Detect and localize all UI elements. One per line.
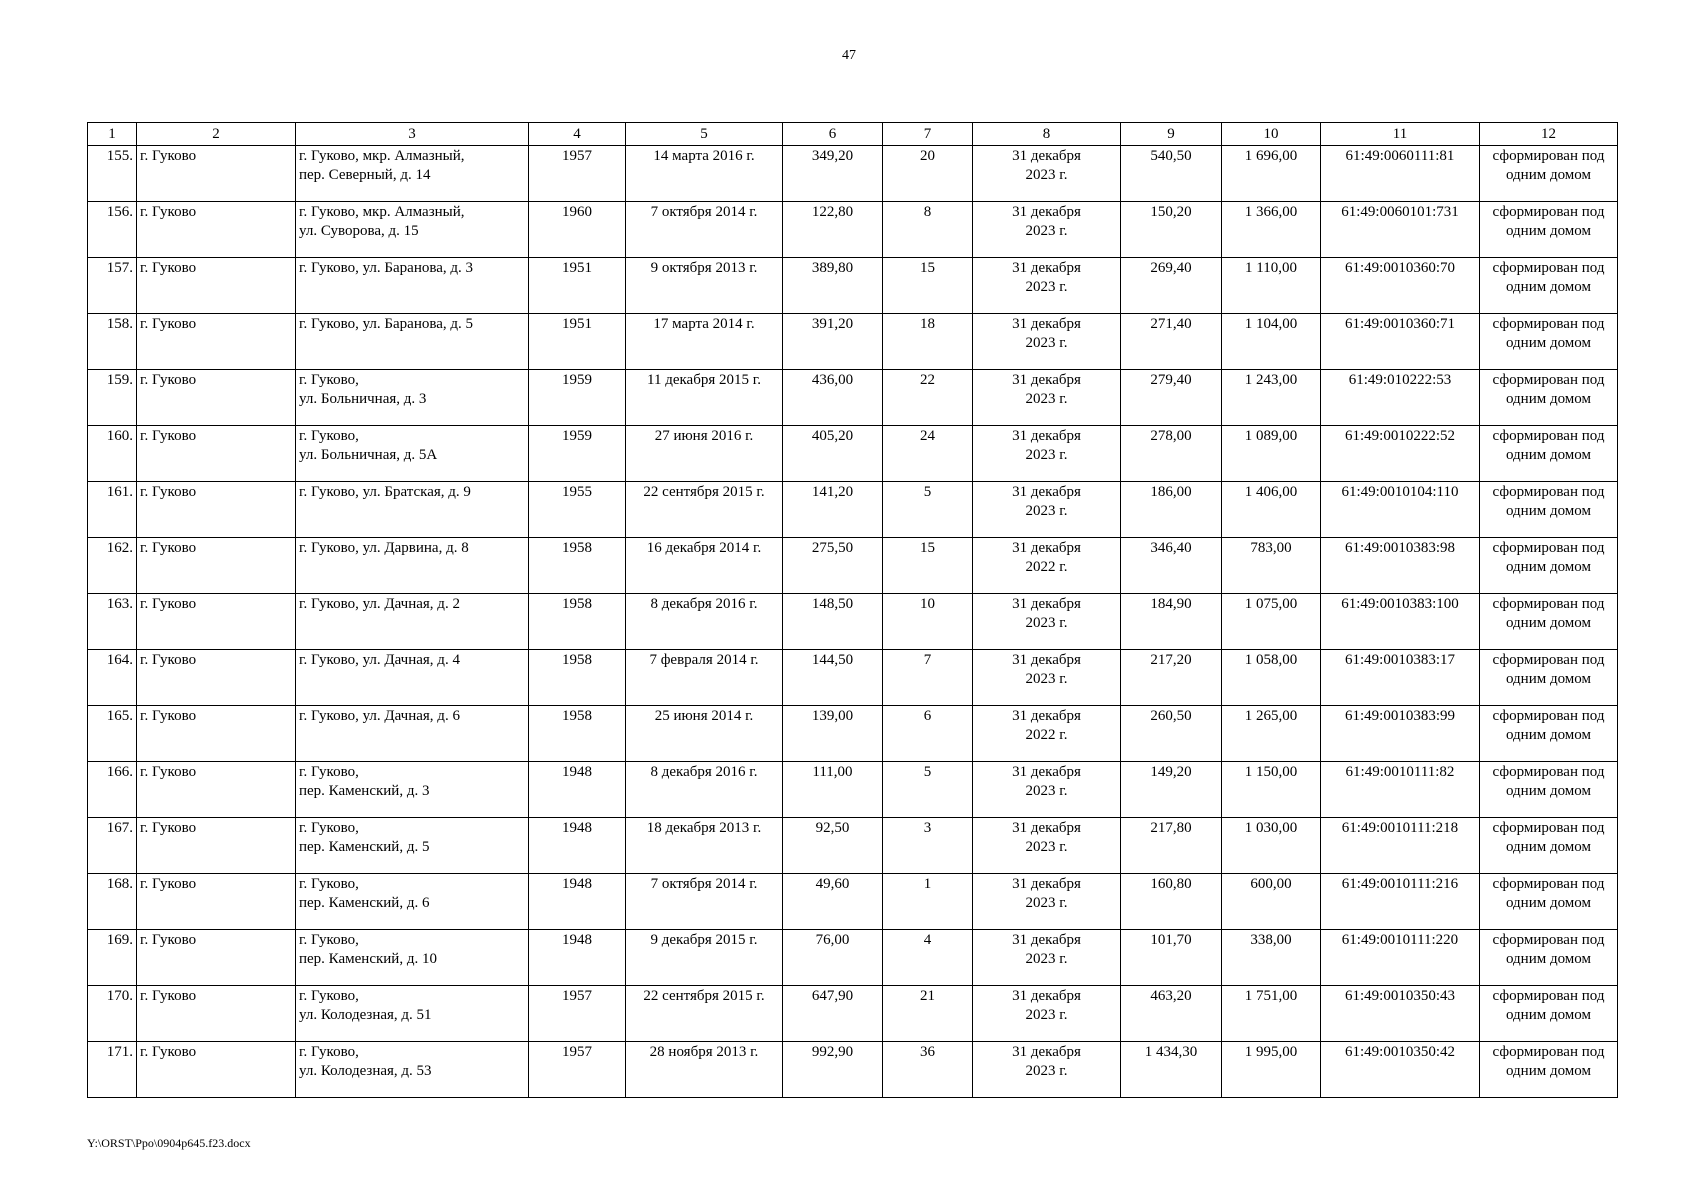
status-cell: сформирован под одним домом: [1480, 650, 1618, 706]
column-header: 7: [883, 123, 973, 146]
cadastral-number-cell: 61:49:0060111:81: [1321, 146, 1480, 202]
address-line-2: пер. Каменский, д. 5: [299, 839, 430, 855]
value-6-cell: 275,50: [783, 538, 883, 594]
year-cell: 1951: [529, 258, 626, 314]
deadline-line-1: 31 декабря: [1012, 876, 1081, 892]
value-9-cell: 1 434,30: [1121, 1042, 1222, 1098]
deadline-cell: [973, 930, 1121, 986]
table-row: [88, 762, 1618, 818]
cadastral-number-cell: 61:49:0010350:42: [1321, 1042, 1480, 1098]
address-line-1: г. Гуково, ул. Баранова, д. 5: [299, 316, 474, 332]
address-line-1: г. Гуково, ул. Дачная, д. 2: [299, 596, 460, 612]
value-7-cell: 7: [883, 650, 973, 706]
column-header: 2: [137, 123, 296, 146]
value-10-cell: 1 150,00: [1222, 762, 1321, 818]
address-line-1: г. Гуково, ул. Дачная, д. 6: [299, 708, 460, 724]
cadastral-number-cell: 61:49:0010111:216: [1321, 874, 1480, 930]
date-cell: 22 сентября 2015 г.: [626, 482, 783, 538]
deadline-cell: [973, 538, 1121, 594]
date-cell: 9 октября 2013 г.: [626, 258, 783, 314]
status-cell: сформирован под одним домом: [1480, 930, 1618, 986]
date-cell: 7 октября 2014 г.: [626, 874, 783, 930]
column-header: 6: [783, 123, 883, 146]
column-header: 5: [626, 123, 783, 146]
value-7-cell: 5: [883, 482, 973, 538]
address-line-1: г. Гуково,: [299, 988, 359, 1004]
date-cell: 25 июня 2014 г.: [626, 706, 783, 762]
status-cell: сформирован под одним домом: [1480, 482, 1618, 538]
value-10-cell: 1 058,00: [1222, 650, 1321, 706]
town-cell: г. Гуково: [137, 314, 296, 370]
deadline-line-2: 2023 г.: [1025, 951, 1068, 967]
year-cell: 1948: [529, 874, 626, 930]
date-cell: 7 февраля 2014 г.: [626, 650, 783, 706]
town-cell: г. Гуково: [137, 874, 296, 930]
year-cell: 1958: [529, 538, 626, 594]
value-9-cell: 150,20: [1121, 202, 1222, 258]
table-row: [88, 538, 1618, 594]
deadline-line-1: 31 декабря: [1012, 988, 1081, 1004]
value-6-cell: 76,00: [783, 930, 883, 986]
status-cell: сформирован под одним домом: [1480, 818, 1618, 874]
cadastral-number-cell: 61:49:0010360:71: [1321, 314, 1480, 370]
town-cell: г. Гуково: [137, 986, 296, 1042]
column-header: 3: [296, 123, 529, 146]
row-number-cell: 159.: [88, 370, 137, 426]
address-cell: [296, 1042, 529, 1098]
address-line-2: ул. Суворова, д. 15: [299, 223, 419, 239]
deadline-line-1: 31 декабря: [1012, 260, 1081, 276]
deadline-line-2: 2023 г.: [1025, 839, 1068, 855]
address-line-1: г. Гуково,: [299, 428, 359, 444]
value-10-cell: 1 995,00: [1222, 1042, 1321, 1098]
deadline-cell: [973, 874, 1121, 930]
table-row: [88, 986, 1618, 1042]
status-cell: сформирован под одним домом: [1480, 762, 1618, 818]
deadline-line-1: 31 декабря: [1012, 764, 1081, 780]
value-9-cell: 217,20: [1121, 650, 1222, 706]
value-10-cell: 1 696,00: [1222, 146, 1321, 202]
table-row: [88, 706, 1618, 762]
year-cell: 1955: [529, 482, 626, 538]
deadline-line-1: 31 декабря: [1012, 820, 1081, 836]
status-cell: сформирован под одним домом: [1480, 314, 1618, 370]
column-header: 4: [529, 123, 626, 146]
value-6-cell: 144,50: [783, 650, 883, 706]
value-10-cell: 600,00: [1222, 874, 1321, 930]
address-line-2: ул. Больничная, д. 5А: [299, 447, 438, 463]
value-9-cell: 260,50: [1121, 706, 1222, 762]
date-cell: 9 декабря 2015 г.: [626, 930, 783, 986]
town-cell: г. Гуково: [137, 426, 296, 482]
value-6-cell: 391,20: [783, 314, 883, 370]
deadline-line-1: 31 декабря: [1012, 652, 1081, 668]
deadline-line-1: 31 декабря: [1012, 372, 1081, 388]
address-cell: [296, 314, 529, 370]
address-line-1: г. Гуково, ул. Баранова, д. 3: [299, 260, 474, 276]
deadline-cell: [973, 370, 1121, 426]
deadline-line-2: 2023 г.: [1025, 279, 1068, 295]
deadline-line-2: 2023 г.: [1025, 447, 1068, 463]
value-6-cell: 405,20: [783, 426, 883, 482]
address-cell: [296, 930, 529, 986]
deadline-cell: [973, 986, 1121, 1042]
address-line-1: г. Гуково, ул. Дарвина, д. 8: [299, 540, 469, 556]
table-row: [88, 594, 1618, 650]
date-cell: 28 ноября 2013 г.: [626, 1042, 783, 1098]
cadastral-number-cell: 61:49:0010111:82: [1321, 762, 1480, 818]
cadastral-number-cell: 61:49:0010383:100: [1321, 594, 1480, 650]
value-7-cell: 8: [883, 202, 973, 258]
value-7-cell: 6: [883, 706, 973, 762]
deadline-line-2: 2023 г.: [1025, 335, 1068, 351]
deadline-line-1: 31 декабря: [1012, 316, 1081, 332]
value-9-cell: 269,40: [1121, 258, 1222, 314]
value-6-cell: 139,00: [783, 706, 883, 762]
value-6-cell: 389,80: [783, 258, 883, 314]
date-cell: 7 октября 2014 г.: [626, 202, 783, 258]
table-row: [88, 1042, 1618, 1098]
cadastral-number-cell: 61:49:010222:53: [1321, 370, 1480, 426]
address-line-1: г. Гуково,: [299, 820, 359, 836]
address-line-2: ул. Колодезная, д. 53: [299, 1063, 432, 1079]
year-cell: 1951: [529, 314, 626, 370]
value-9-cell: 160,80: [1121, 874, 1222, 930]
date-cell: 18 декабря 2013 г.: [626, 818, 783, 874]
deadline-cell: [973, 426, 1121, 482]
value-6-cell: 111,00: [783, 762, 883, 818]
row-number-cell: 166.: [88, 762, 137, 818]
row-number-cell: 165.: [88, 706, 137, 762]
deadline-line-2: 2023 г.: [1025, 503, 1068, 519]
value-10-cell: 1 366,00: [1222, 202, 1321, 258]
column-header: 1: [88, 123, 137, 146]
value-9-cell: 463,20: [1121, 986, 1222, 1042]
value-9-cell: 346,40: [1121, 538, 1222, 594]
address-line-1: г. Гуково,: [299, 932, 359, 948]
deadline-cell: [973, 146, 1121, 202]
table-row: [88, 426, 1618, 482]
cadastral-number-cell: 61:49:0010383:17: [1321, 650, 1480, 706]
value-6-cell: 349,20: [783, 146, 883, 202]
deadline-line-1: 31 декабря: [1012, 1044, 1081, 1060]
address-line-1: г. Гуково, мкр. Алмазный,: [299, 204, 465, 220]
town-cell: г. Гуково: [137, 706, 296, 762]
deadline-line-2: 2023 г.: [1025, 671, 1068, 687]
address-line-1: г. Гуково, мкр. Алмазный,: [299, 148, 465, 164]
table-row: [88, 370, 1618, 426]
town-cell: г. Гуково: [137, 594, 296, 650]
town-cell: г. Гуково: [137, 370, 296, 426]
year-cell: 1957: [529, 986, 626, 1042]
address-line-2: пер. Каменский, д. 6: [299, 895, 430, 911]
year-cell: 1959: [529, 370, 626, 426]
year-cell: 1960: [529, 202, 626, 258]
town-cell: г. Гуково: [137, 538, 296, 594]
housing-registry-table: [87, 122, 1618, 1098]
town-cell: г. Гуково: [137, 482, 296, 538]
value-6-cell: 49,60: [783, 874, 883, 930]
date-cell: 16 декабря 2014 г.: [626, 538, 783, 594]
deadline-line-2: 2023 г.: [1025, 223, 1068, 239]
cadastral-number-cell: 61:49:0010360:70: [1321, 258, 1480, 314]
deadline-cell: [973, 650, 1121, 706]
cadastral-number-cell: 61:49:0010383:98: [1321, 538, 1480, 594]
row-number-cell: 158.: [88, 314, 137, 370]
address-cell: [296, 706, 529, 762]
status-cell: сформирован под одним домом: [1480, 706, 1618, 762]
town-cell: г. Гуково: [137, 202, 296, 258]
column-header: 10: [1222, 123, 1321, 146]
value-7-cell: 3: [883, 818, 973, 874]
cadastral-number-cell: 61:49:0010111:220: [1321, 930, 1480, 986]
value-10-cell: 1 089,00: [1222, 426, 1321, 482]
value-9-cell: 101,70: [1121, 930, 1222, 986]
cadastral-number-cell: 61:49:0010222:52: [1321, 426, 1480, 482]
town-cell: г. Гуково: [137, 146, 296, 202]
file-path-footer: Y:\ORST\Ppo\0904p645.f23.docx: [87, 1136, 251, 1150]
address-line-2: ул. Колодезная, д. 51: [299, 1007, 432, 1023]
date-cell: 27 июня 2016 г.: [626, 426, 783, 482]
town-cell: г. Гуково: [137, 650, 296, 706]
address-cell: [296, 146, 529, 202]
row-number-cell: 169.: [88, 930, 137, 986]
value-6-cell: 141,20: [783, 482, 883, 538]
deadline-cell: [973, 1042, 1121, 1098]
row-number-cell: 163.: [88, 594, 137, 650]
town-cell: г. Гуково: [137, 258, 296, 314]
cadastral-number-cell: 61:49:0010104:110: [1321, 482, 1480, 538]
table-row: [88, 314, 1618, 370]
table-row: [88, 482, 1618, 538]
value-6-cell: 992,90: [783, 1042, 883, 1098]
row-number-cell: 170.: [88, 986, 137, 1042]
address-cell: [296, 482, 529, 538]
date-cell: 14 марта 2016 г.: [626, 146, 783, 202]
deadline-line-2: 2023 г.: [1025, 783, 1068, 799]
address-line-2: пер. Северный, д. 14: [299, 167, 431, 183]
value-10-cell: 1 751,00: [1222, 986, 1321, 1042]
value-10-cell: 338,00: [1222, 930, 1321, 986]
date-cell: 17 марта 2014 г.: [626, 314, 783, 370]
date-cell: 8 декабря 2016 г.: [626, 594, 783, 650]
deadline-line-2: 2023 г.: [1025, 167, 1068, 183]
value-7-cell: 22: [883, 370, 973, 426]
cadastral-number-cell: 61:49:0010111:218: [1321, 818, 1480, 874]
table-row: [88, 930, 1618, 986]
deadline-cell: [973, 706, 1121, 762]
deadline-cell: [973, 202, 1121, 258]
value-9-cell: 279,40: [1121, 370, 1222, 426]
deadline-line-1: 31 декабря: [1012, 484, 1081, 500]
date-cell: 11 декабря 2015 г.: [626, 370, 783, 426]
deadline-line-1: 31 декабря: [1012, 148, 1081, 164]
deadline-cell: [973, 762, 1121, 818]
status-cell: сформирован под одним домом: [1480, 874, 1618, 930]
deadline-line-2: 2023 г.: [1025, 895, 1068, 911]
address-line-1: г. Гуково,: [299, 764, 359, 780]
row-number-cell: 155.: [88, 146, 137, 202]
address-line-1: г. Гуково, ул. Братская, д. 9: [299, 484, 471, 500]
value-6-cell: 122,80: [783, 202, 883, 258]
row-number-cell: 161.: [88, 482, 137, 538]
value-9-cell: 184,90: [1121, 594, 1222, 650]
deadline-cell: [973, 314, 1121, 370]
value-6-cell: 92,50: [783, 818, 883, 874]
value-9-cell: 186,00: [1121, 482, 1222, 538]
deadline-line-1: 31 декабря: [1012, 596, 1081, 612]
value-9-cell: 540,50: [1121, 146, 1222, 202]
deadline-line-2: 2023 г.: [1025, 615, 1068, 631]
table-row: [88, 258, 1618, 314]
address-line-2: пер. Каменский, д. 3: [299, 783, 430, 799]
address-cell: [296, 986, 529, 1042]
year-cell: 1959: [529, 426, 626, 482]
column-header: 9: [1121, 123, 1222, 146]
value-9-cell: 149,20: [1121, 762, 1222, 818]
table-row: [88, 874, 1618, 930]
address-cell: [296, 538, 529, 594]
year-cell: 1958: [529, 650, 626, 706]
town-cell: г. Гуково: [137, 1042, 296, 1098]
table-header-row: [88, 123, 1618, 146]
address-line-2: пер. Каменский, д. 10: [299, 951, 437, 967]
deadline-cell: [973, 482, 1121, 538]
value-7-cell: 36: [883, 1042, 973, 1098]
deadline-line-1: 31 декабря: [1012, 708, 1081, 724]
address-cell: [296, 762, 529, 818]
address-cell: [296, 202, 529, 258]
page-number: 47: [842, 48, 856, 63]
year-cell: 1948: [529, 762, 626, 818]
value-7-cell: 18: [883, 314, 973, 370]
address-line-2: ул. Больничная, д. 3: [299, 391, 427, 407]
table-row: [88, 650, 1618, 706]
table-row: [88, 818, 1618, 874]
deadline-line-2: 2023 г.: [1025, 1063, 1068, 1079]
year-cell: 1948: [529, 818, 626, 874]
value-10-cell: 1 110,00: [1222, 258, 1321, 314]
address-line-1: г. Гуково,: [299, 876, 359, 892]
year-cell: 1948: [529, 930, 626, 986]
row-number-cell: 164.: [88, 650, 137, 706]
row-number-cell: 156.: [88, 202, 137, 258]
cadastral-number-cell: 61:49:0010350:43: [1321, 986, 1480, 1042]
deadline-line-1: 31 декабря: [1012, 540, 1081, 556]
address-cell: [296, 874, 529, 930]
value-6-cell: 436,00: [783, 370, 883, 426]
row-number-cell: 157.: [88, 258, 137, 314]
value-10-cell: 1 104,00: [1222, 314, 1321, 370]
town-cell: г. Гуково: [137, 930, 296, 986]
row-number-cell: 160.: [88, 426, 137, 482]
address-line-1: г. Гуково,: [299, 1044, 359, 1060]
town-cell: г. Гуково: [137, 818, 296, 874]
year-cell: 1957: [529, 1042, 626, 1098]
address-cell: [296, 258, 529, 314]
status-cell: сформирован под одним домом: [1480, 370, 1618, 426]
town-cell: г. Гуково: [137, 762, 296, 818]
address-line-1: г. Гуково, ул. Дачная, д. 4: [299, 652, 460, 668]
value-7-cell: 24: [883, 426, 973, 482]
status-cell: сформирован под одним домом: [1480, 538, 1618, 594]
status-cell: сформирован под одним домом: [1480, 1042, 1618, 1098]
deadline-cell: [973, 818, 1121, 874]
status-cell: сформирован под одним домом: [1480, 594, 1618, 650]
row-number-cell: 168.: [88, 874, 137, 930]
status-cell: сформирован под одним домом: [1480, 986, 1618, 1042]
value-10-cell: 1 243,00: [1222, 370, 1321, 426]
value-10-cell: 1 030,00: [1222, 818, 1321, 874]
value-6-cell: 647,90: [783, 986, 883, 1042]
address-cell: [296, 594, 529, 650]
value-9-cell: 217,80: [1121, 818, 1222, 874]
deadline-line-2: 2023 г.: [1025, 391, 1068, 407]
value-7-cell: 10: [883, 594, 973, 650]
value-7-cell: 5: [883, 762, 973, 818]
status-cell: сформирован под одним домом: [1480, 146, 1618, 202]
deadline-line-1: 31 декабря: [1012, 428, 1081, 444]
date-cell: 22 сентября 2015 г.: [626, 986, 783, 1042]
column-header: 12: [1480, 123, 1618, 146]
cadastral-number-cell: 61:49:0010383:99: [1321, 706, 1480, 762]
row-number-cell: 167.: [88, 818, 137, 874]
address-cell: [296, 818, 529, 874]
address-cell: [296, 426, 529, 482]
column-header: 11: [1321, 123, 1480, 146]
value-10-cell: 783,00: [1222, 538, 1321, 594]
date-cell: 8 декабря 2016 г.: [626, 762, 783, 818]
value-7-cell: 4: [883, 930, 973, 986]
value-10-cell: 1 075,00: [1222, 594, 1321, 650]
row-number-cell: 171.: [88, 1042, 137, 1098]
address-cell: [296, 370, 529, 426]
deadline-line-2: 2023 г.: [1025, 1007, 1068, 1023]
deadline-line-1: 31 декабря: [1012, 204, 1081, 220]
cadastral-number-cell: 61:49:0060101:731: [1321, 202, 1480, 258]
value-10-cell: 1 406,00: [1222, 482, 1321, 538]
column-header: 8: [973, 123, 1121, 146]
value-9-cell: 278,00: [1121, 426, 1222, 482]
address-line-1: г. Гуково,: [299, 372, 359, 388]
value-7-cell: 21: [883, 986, 973, 1042]
deadline-cell: [973, 594, 1121, 650]
status-cell: сформирован под одним домом: [1480, 258, 1618, 314]
value-7-cell: 20: [883, 146, 973, 202]
value-7-cell: 15: [883, 538, 973, 594]
deadline-line-1: 31 декабря: [1012, 932, 1081, 948]
value-7-cell: 15: [883, 258, 973, 314]
value-6-cell: 148,50: [783, 594, 883, 650]
table-row: [88, 146, 1618, 202]
deadline-line-2: 2022 г.: [1025, 727, 1068, 743]
deadline-cell: [973, 258, 1121, 314]
status-cell: сформирован под одним домом: [1480, 426, 1618, 482]
address-cell: [296, 650, 529, 706]
year-cell: 1958: [529, 706, 626, 762]
deadline-line-2: 2022 г.: [1025, 559, 1068, 575]
status-cell: сформирован под одним домом: [1480, 202, 1618, 258]
row-number-cell: 162.: [88, 538, 137, 594]
year-cell: 1957: [529, 146, 626, 202]
year-cell: 1958: [529, 594, 626, 650]
value-9-cell: 271,40: [1121, 314, 1222, 370]
table-row: [88, 202, 1618, 258]
value-7-cell: 1: [883, 874, 973, 930]
value-10-cell: 1 265,00: [1222, 706, 1321, 762]
